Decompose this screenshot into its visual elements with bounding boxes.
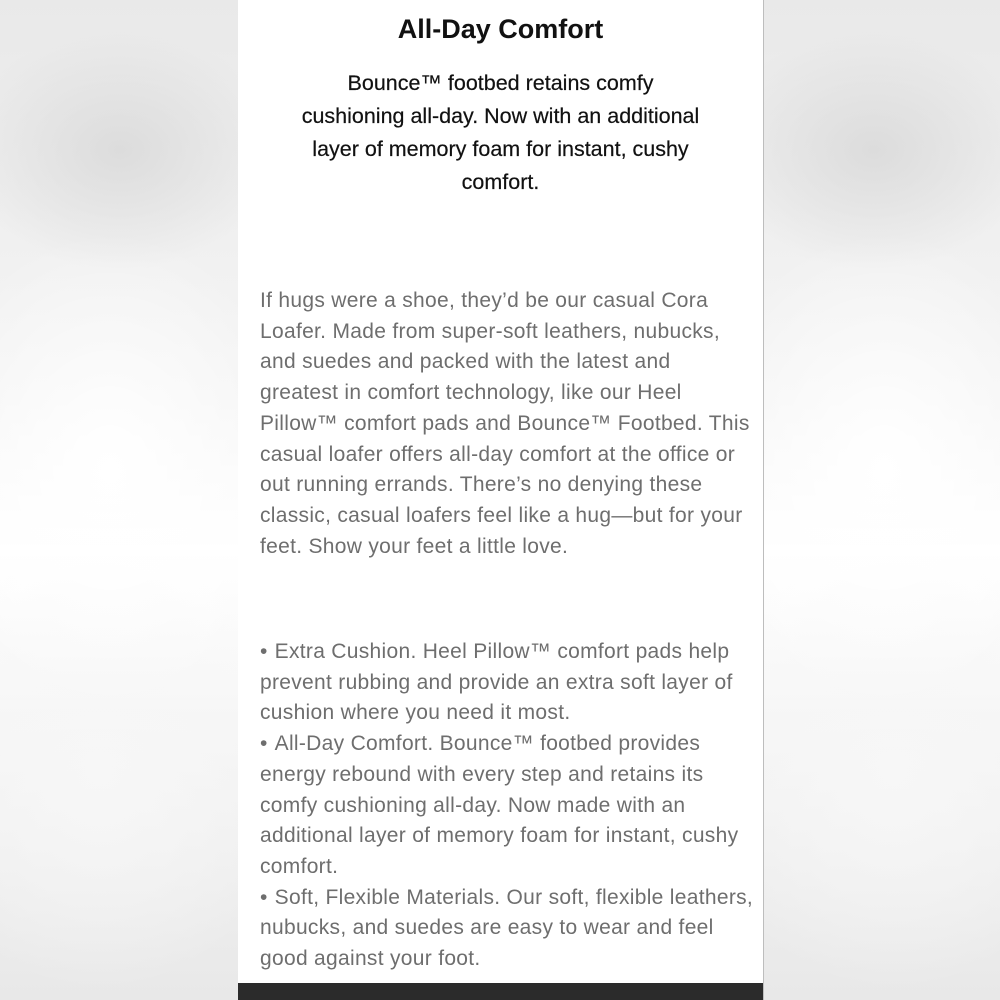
blurred-background-right (764, 0, 1000, 1000)
product-details-panel[interactable] (238, 0, 764, 1000)
feature-text: All-Day Comfort. Bounce™ footbed provides energy rebound with every step and retains its comfy cushioning all-day. Now made with an additional layer of memory foam for instant, cushy comfort. (260, 732, 739, 878)
feature-item (260, 729, 755, 883)
blurred-background-left (0, 0, 238, 1000)
feature-text: Soft, Flexible Materials. Our soft, flexible leathers, nubucks, and suedes are easy to wear and feel good against your foot. (260, 885, 754, 971)
section-subtitle: Bounce™ footbed retains comfy cushioning all-day. Now with an additional layer of memory foam for instant, cushy comfort. (301, 71, 700, 194)
feature-text: Extra Cushion. Heel Pillow™ comfort pads help prevent rubbing and provide an extra soft layer of cushion where you need it most. (260, 640, 733, 725)
section-title: All-Day Comfort (397, 14, 604, 44)
bullet-icon: • (260, 640, 268, 663)
feature-item (260, 883, 755, 975)
feature-item (260, 637, 755, 729)
product-description: If hugs were a shoe, they’d be our casual Cora Loafer. Made from super-soft leathers, nubucks, and suedes and packed with the latest and greatest in comfort technology, like our Heel Pillow™ comfort pads and Bounce™ Footbed. This casual loafer offers all-day comfort at the office or out running errands. There’s no denying these classic, casual loafers feel like a hug—but for your feet. Show your feet a little love. (260, 289, 750, 558)
bottom-toolbar (238, 983, 763, 1000)
feature-list (260, 637, 755, 975)
bullet-icon: • (260, 732, 268, 756)
bullet-icon: • (260, 885, 268, 909)
